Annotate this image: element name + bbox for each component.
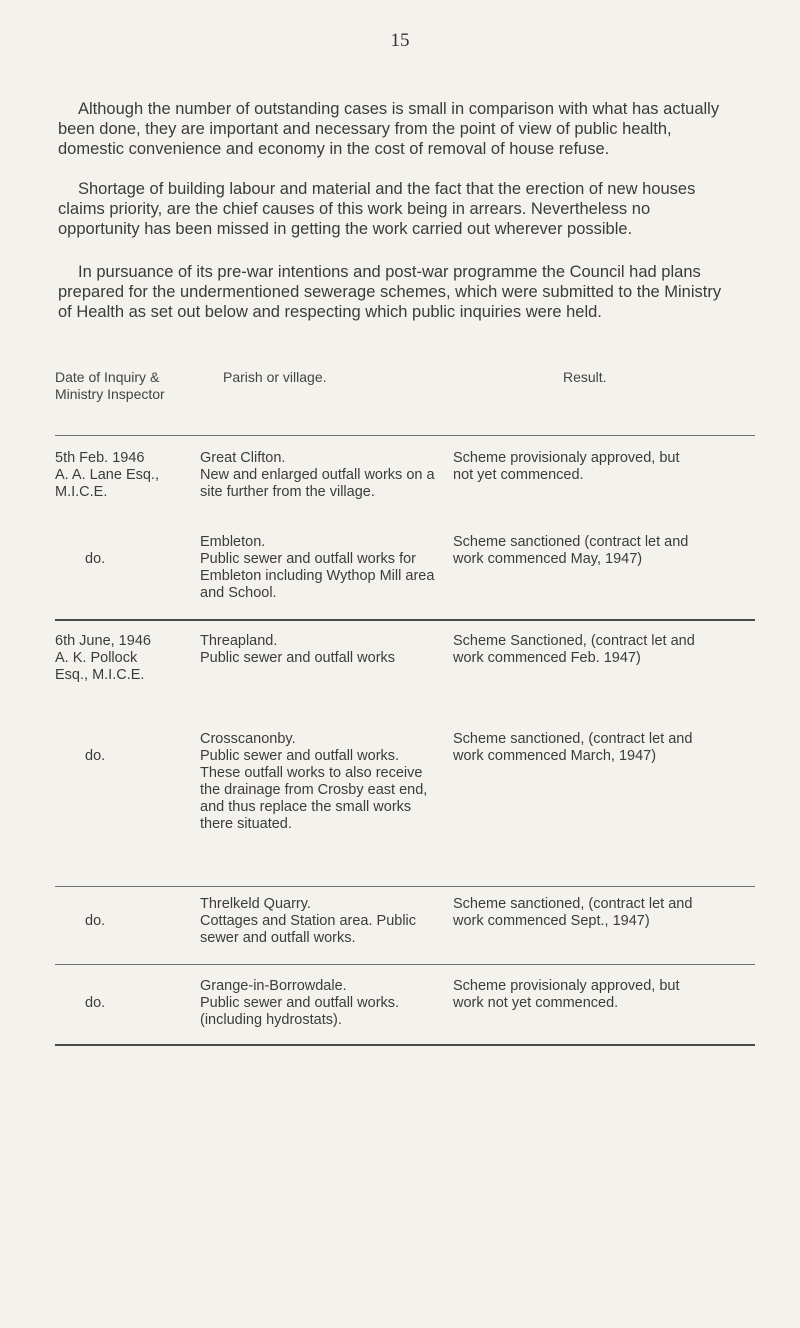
paragraph-sewerage-schemes: In pursuance of its pre-war intentions and post-war programme the Council had plans prepared for the undermentioned sewerage schemes, which were submitted to the Ministry of Health as set out below and respecting which public inquiries were held. xyxy=(58,263,722,321)
row-result: Scheme sanctioned, (contract let and work commenced Sept., 1947) xyxy=(453,896,693,929)
paragraph-shortage: Shortage of building labour and material and the fact that the erection of new houses claims priority, are the chief causes of this work being in arrears. Nevertheless no opportunity has been missed in getting the work carried out wherever possible. xyxy=(58,180,696,238)
table-rule xyxy=(55,886,755,887)
row-result: Scheme sanctioned, (contract let and work commenced March, 1947) xyxy=(453,731,693,764)
header-result: Result. xyxy=(563,369,607,385)
row-parish: Threapland. Public sewer and outfall works xyxy=(200,633,396,666)
row-result: Scheme provisionaly approved, but work not yet commenced. xyxy=(453,978,680,1011)
row-result: Scheme sanctioned (contract let and work commenced May, 1947) xyxy=(453,534,689,567)
row-parish: Crosscanonby. Public sewer and outfall works. These outfall works to also receive the drainage from Crosby east end, and thus replace the small works there situated. xyxy=(200,731,428,832)
row-result: Scheme Sanctioned, (contract let and work commenced Feb. 1947) xyxy=(453,633,695,666)
row-date: do. xyxy=(85,551,106,567)
row-parish: Great Clifton. New and enlarged outfall works on a site further from the village. xyxy=(200,450,435,500)
page-number: 15 xyxy=(390,30,410,51)
header-parish: Parish or village. xyxy=(223,369,327,385)
table-rule xyxy=(55,435,755,436)
row-date: 5th Feb. 1946 A. A. Lane Esq., M.I.C.E. xyxy=(55,450,159,500)
row-result: Scheme provisionaly approved, but not yet commenced. xyxy=(453,450,680,483)
row-date: do. xyxy=(85,913,106,929)
row-date: do. xyxy=(85,995,106,1011)
row-parish: Threlkeld Quarry. Cottages and Station area. Public sewer and outfall works. xyxy=(200,896,417,946)
header-date-inspector: Date of Inquiry & Ministry Inspector xyxy=(55,369,165,402)
row-parish: Embleton. Public sewer and outfall works for Embleton including Wythop Mill area and School. xyxy=(200,534,435,601)
row-date: 6th June, 1946 A. K. Pollock Esq., M.I.C.E. xyxy=(55,633,151,683)
row-parish: Grange-in-Borrowdale. Public sewer and outfall works. (including hydrostats). xyxy=(200,978,400,1028)
table-rule xyxy=(55,964,755,965)
row-date: do. xyxy=(85,748,106,764)
table-rule xyxy=(55,619,755,621)
table-header xyxy=(55,369,755,409)
paragraph-outstanding-cases: Although the number of outstanding cases is small in comparison with what has actually been done, they are important and necessary from the point of view of public health, domestic convenience and economy in the cost of removal of house refuse. xyxy=(58,100,720,158)
table-bottom-rule xyxy=(55,1044,755,1046)
